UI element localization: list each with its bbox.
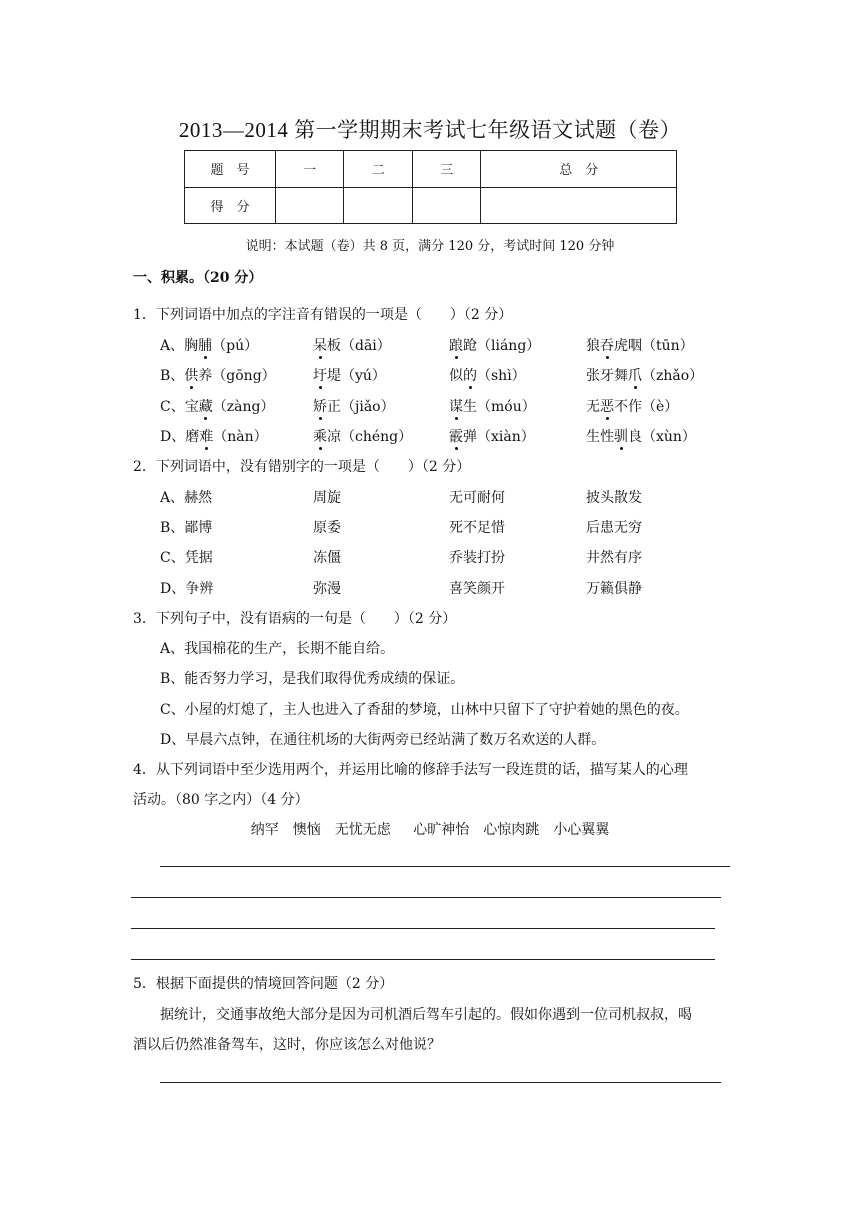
score-header-cell: 一 [276,151,344,188]
score-header-cell: 二 [344,151,412,188]
question-3-option: D、早晨六点钟，在通往机场的大街两旁已经站满了数万名欢送的人群。 [160,732,606,748]
question-4-stem: 4．从下列词语中至少选用两个，并运用比喻的修辞手法写一段连贯的话，描写某人的心理 [133,762,688,778]
emphasis-dot-char: 乘 [313,426,327,446]
question-2-option: 无可耐何 [449,490,505,506]
question-4-stem-cont: 活动。（80 字之内）（4 分） [133,792,309,808]
question-2-option: 万籁俱静 [586,581,642,597]
question-1-option: 生性驯良（xùn） [586,426,696,446]
score-row-label: 得 分 [185,187,276,224]
question-1-option: D、磨难（nàn） [160,426,268,446]
score-cell[interactable] [276,187,344,224]
answer-line[interactable] [131,897,721,898]
question-1-option: 似的（shì） [449,365,526,385]
score-table [184,150,677,224]
question-1-option: 圩堤（yú） [313,365,386,385]
score-header-cell: 题 号 [185,151,276,188]
question-2-option: 弥漫 [313,581,341,597]
score-cell[interactable] [481,187,677,224]
question-2-option: 冻僵 [313,550,341,566]
question-4-word-list: 纳罕 懊恼 无忧无虑 心旷神怡 心惊肉跳 小心翼翼 [250,822,610,838]
question-1-option: 踉跄（liáng） [449,335,540,355]
score-header-cell: 总 分 [481,151,677,188]
question-1-option: 呆板（dāi） [313,335,391,355]
question-2-option: 乔装打扮 [449,550,505,566]
question-2-option: 后患无穷 [586,520,642,536]
question-1-option: B、供养（gōng） [160,365,276,385]
answer-line[interactable] [160,866,730,867]
emphasis-dot-char: 供 [184,365,198,385]
score-table-score-row [185,187,677,224]
question-1-option: 谋生（móu） [449,396,536,416]
question-1-option: C、宝藏（zàng） [160,396,274,416]
question-2-option: 周旋 [313,490,341,506]
question-1-option: 狼吞虎咽（tūn） [586,335,694,355]
emphasis-dot-char: 呆 [313,335,327,355]
question-2-option: D、争辨 [160,581,214,597]
emphasis-dot-char: 难 [199,426,213,446]
question-1-option: 无恶不作（è） [586,396,678,416]
question-1-option: 霰弹（xiàn） [449,426,535,446]
question-1-option: A、胸脯（pú） [160,335,258,355]
section-heading: 一、积累。（20 分） [133,270,263,286]
question-5-stem: 5．根据下面提供的情境回答问题（2 分） [133,976,394,992]
emphasis-dot-char: 脯 [198,335,212,355]
score-header-cell: 三 [412,151,480,188]
question-2-option: C、凭据 [160,550,213,566]
emphasis-dot-char: 矫 [313,396,327,416]
question-2-option: 喜笑颜开 [449,581,505,597]
answer-line[interactable] [131,959,715,960]
emphasis-dot-char: 藏 [199,396,213,416]
question-5-text-cont: 酒以后仍然准备驾车，这时，你应该怎么对他说？ [133,1037,441,1053]
question-1-option: 矫正（jiǎo） [313,396,395,416]
emphasis-dot-char: 恶 [600,396,614,416]
emphasis-dot-char: 的 [463,365,477,385]
emphasis-dot-char: 吞 [600,335,614,355]
emphasis-dot-char: 谋 [449,396,463,416]
question-2-option: A、赫然 [160,490,213,506]
score-cell[interactable] [412,187,480,224]
question-3-option: C、小屋的灯熄了，主人也进入了香甜的梦境，山林中只留下了守护着她的黑色的夜。 [160,702,689,718]
question-3-stem: 3．下列句子中，没有语病的一句是（ ）（2 分） [133,611,457,627]
emphasis-dot-char: 驯 [614,426,628,446]
answer-line[interactable] [131,928,715,929]
emphasis-dot-char: 爪 [628,365,642,385]
emphasis-dot-char: 霰 [449,426,463,446]
exam-title: 2013—2014 第一学期期末考试七年级语文试题（卷） [178,118,682,142]
question-2-option: 死不足惜 [449,520,505,536]
emphasis-dot-char: 圩 [313,365,327,385]
answer-line[interactable] [160,1082,721,1083]
question-2-option: 披头散发 [586,490,642,506]
question-2-option: 原委 [313,520,341,536]
emphasis-dot-char: 踉 [449,335,463,355]
question-2-option: B、鄙博 [160,520,213,536]
score-cell[interactable] [344,187,412,224]
question-1-stem: 1．下列词语中加点的字注音有错误的一项是（ ）（2 分） [133,307,513,323]
question-2-stem: 2．下列词语中，没有错别字的一项是（ ）（2 分） [133,459,471,475]
question-2-option: 井然有序 [586,550,642,566]
question-3-option: A、我国棉花的生产，长期不能自给。 [160,641,395,657]
question-1-option: 张牙舞爪（zhǎo） [586,365,703,385]
score-table-header-row [185,151,677,188]
question-5-text: 据统计，交通事故绝大部分是因为司机酒后驾车引起的。假如你遇到一位司机叔叔，喝 [160,1007,692,1023]
question-3-option: B、能否努力学习，是我们取得优秀成绩的保证。 [160,671,465,687]
question-1-option: 乘凉（chéng） [313,426,412,446]
exam-instructions: 说明：本试题（卷）共 8 页，满分 120 分，考试时间 120 分钟 [245,239,615,254]
